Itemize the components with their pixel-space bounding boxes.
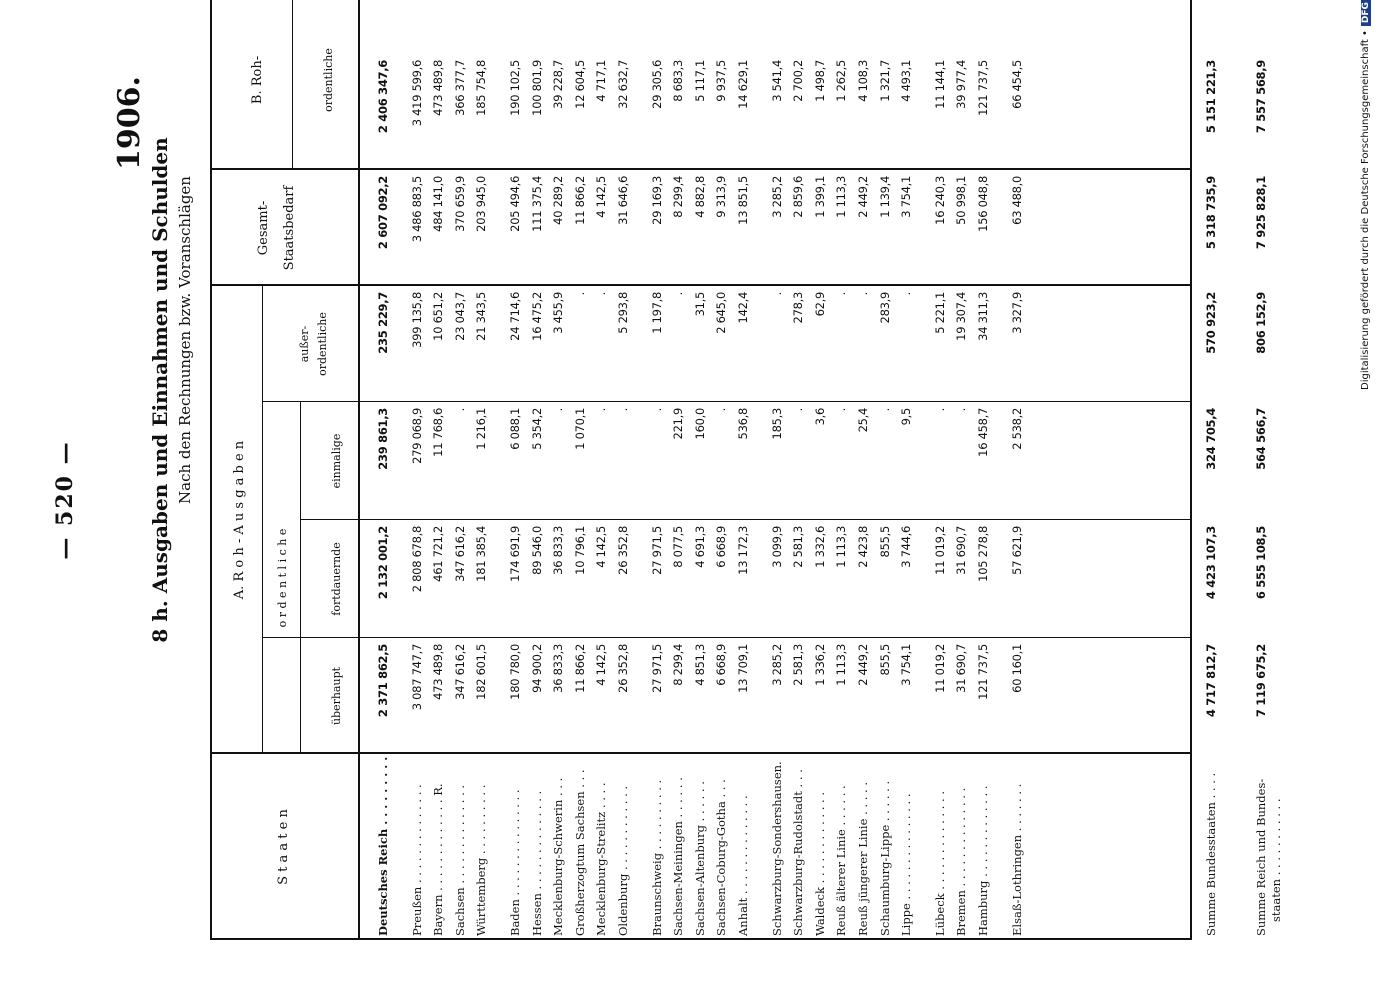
table-cell: 100 801,9 [529, 60, 544, 116]
table-cell: . [551, 408, 566, 412]
page-subtitle: Nach den Rechnungen bzw. Voranschlägen [176, 176, 194, 504]
table-cell: 6 668,9 [714, 644, 729, 686]
table-cell: 16 240,3 [932, 176, 947, 225]
row-label: Reuß jüngerer Linie . . . . . [856, 782, 870, 936]
table-cell: 13 851,5 [736, 176, 750, 225]
row-label: Lübeck . . . . . . . . . . . . . . [932, 791, 947, 936]
table-cell: 57 621,9 [1009, 526, 1024, 575]
row-label: Großherzogtum Sachsen . . . [572, 769, 587, 936]
row-label: Braunschweig . . . . . . . . . . [649, 779, 664, 936]
table-cell: 5 221,1 [932, 292, 947, 334]
table-cell: 4 142,5 [594, 176, 609, 218]
total-label: Summe Reich und Bundes- [1254, 778, 1268, 936]
table-cell: 180 780,0 [508, 644, 522, 700]
table-cell: . [452, 408, 467, 412]
table-cell: 1 336,2 [812, 644, 827, 686]
table-cell: 27 971,5 [649, 644, 664, 693]
table-cell: 3,6 [812, 408, 827, 426]
row-label: Preußen . . . . . . . . . . . . . . [409, 784, 424, 936]
row-label: Hessen . . . . . . . . . . . . . . [529, 790, 544, 936]
table-cell: 27 971,5 [649, 526, 664, 575]
table-cell: . [834, 408, 849, 412]
table-cell: . [791, 408, 806, 412]
table-cell: 36 833,3 [551, 526, 566, 575]
table-cell: 11 866,2 [572, 644, 587, 693]
table-cell: 2 581,3 [791, 644, 806, 686]
table-cell: 26 352,8 [616, 644, 630, 693]
table-cell: 29 169,3 [649, 176, 664, 225]
header-ausserordentliche-2: ordentliche [316, 312, 329, 376]
table-cell: 1 113,3 [834, 176, 849, 218]
table-cell: 63 488,0 [1009, 176, 1024, 225]
table-cell: 94 900,2 [529, 644, 544, 693]
table-cell: 2 607 092,2 [376, 176, 390, 250]
table-cell: . [594, 292, 609, 296]
table-cell: . [834, 292, 849, 296]
page-title: 8 h. Ausgaben und Einnahmen und Schulden [148, 137, 172, 643]
table-cell: 3 486 883,5 [409, 176, 424, 243]
total-cell: 570 923,2 [1204, 292, 1218, 354]
header-gesamt-2: Staatsbedarf [282, 185, 297, 271]
table-cell: 23 043,7 [452, 292, 467, 341]
page-number: — 520 — [52, 440, 78, 560]
table-cell: 4 142,5 [594, 526, 609, 568]
table-bottom-rule [1190, 0, 1192, 940]
table-cell: 536,8 [736, 408, 750, 440]
header-bottom-rule [358, 0, 360, 940]
table-cell: 5 293,8 [616, 292, 630, 334]
table-cell: 4 691,3 [692, 526, 707, 568]
table-cell: 3 754,1 [899, 176, 914, 218]
table-cell: 235 229,7 [376, 292, 390, 354]
table-cell: 3 099,9 [769, 526, 784, 568]
table-cell: 366 377,7 [452, 60, 467, 116]
row-label: Waldeck . . . . . . . . . . . . . [812, 792, 827, 936]
table-cell: 4 108,3 [856, 60, 870, 102]
table-cell: 3 744,6 [899, 526, 914, 568]
table-cell: 60 160,1 [1009, 644, 1024, 693]
table-cell: 10 796,1 [572, 526, 587, 575]
table-cell: 4 851,3 [692, 644, 707, 686]
group-a-rule [262, 286, 263, 754]
table-cell: 190 102,5 [508, 60, 522, 116]
row-label: Deutsches Reich . . . . . . . . . [376, 756, 390, 936]
table-cell: 2 423,8 [856, 526, 870, 568]
row-label: Elsaß-Lothringen . . . . . . . [1009, 783, 1024, 936]
table-cell: 174 691,9 [508, 526, 522, 582]
table-cell: 40 289,2 [551, 176, 566, 225]
table-cell: . [954, 408, 969, 412]
table-cell: 4 142,5 [594, 644, 609, 686]
table-cell: 19 307,4 [954, 292, 969, 341]
table-cell: 3 087 747,7 [409, 644, 424, 711]
table-cell: 347 616,2 [452, 644, 467, 700]
table-cell: 11 144,1 [932, 60, 947, 109]
ordentliche-rule [300, 402, 301, 754]
table-cell: 6 668,9 [714, 526, 729, 568]
table-cell: 185,3 [769, 408, 784, 440]
table-cell: 31 690,7 [954, 644, 969, 693]
header-ausserordentliche-1: außer- [298, 325, 311, 363]
header-fortdauernde: fortdauernde [330, 542, 343, 616]
total-cell: 564 566,7 [1254, 408, 1268, 470]
table-cell: 1 262,5 [834, 60, 849, 102]
table-cell: 1 498,7 [812, 60, 827, 102]
table-cell: 6 088,1 [508, 408, 522, 450]
header-ordentliche-group: o r d e n t l i c h e [276, 528, 289, 628]
row-label: Schwarzburg-Rudolstadt . . . [791, 769, 806, 936]
table-cell: . [671, 292, 686, 296]
total-cell: 7 925 828,1 [1254, 176, 1268, 250]
row-label: Mecklenburg-Strelitz . . . . [594, 782, 609, 936]
table-cell: 2 859,6 [791, 176, 806, 218]
table-cell: 13 172,3 [736, 526, 750, 575]
table-cell: 11 019,2 [932, 644, 947, 693]
total-cell: 7 119 675,2 [1254, 644, 1268, 718]
total-cell: 6 555 108,5 [1254, 526, 1268, 600]
table-cell: 1 399,1 [812, 176, 827, 218]
table-cell: 473 489,8 [431, 644, 446, 700]
table-cell: 205 494,6 [508, 176, 522, 232]
row-label: Oldenburg . . . . . . . . . . . . [616, 785, 630, 936]
total-cell: 4 423 107,3 [1204, 526, 1218, 600]
table-cell: 4 717,1 [594, 60, 609, 102]
table-cell: 89 546,0 [529, 526, 544, 575]
table-cell: 484 141,0 [431, 176, 446, 232]
table-cell: . [856, 292, 870, 296]
table-cell: 2 371 862,5 [376, 644, 390, 718]
table-cell: 16 475,2 [529, 292, 544, 341]
table-cell: 2 132 001,2 [376, 526, 390, 600]
table-cell: 3 754,1 [899, 644, 914, 686]
table-cell: . [616, 408, 630, 412]
table-cell: 461 721,2 [431, 526, 446, 582]
table-cell: 4 493,1 [899, 60, 914, 102]
table-cell: 31 646,6 [616, 176, 630, 225]
table-cell: 1 113,3 [834, 644, 849, 686]
table-cell: 399 135,8 [409, 292, 424, 348]
row-label: Sachsen-Meiningen . . . . . . [671, 777, 686, 936]
table-cell: 36 833,3 [551, 644, 566, 693]
table-cell: 4 882,8 [692, 176, 707, 218]
table-cell: 121 737,5 [976, 644, 990, 700]
table-cell: . [714, 408, 729, 412]
header-group-a: A. R o h - A u s g a b e n [232, 440, 247, 600]
table-cell: 2 538,2 [1009, 408, 1024, 450]
total-cell: 806 152,9 [1254, 292, 1268, 354]
table-cell: 105 278,8 [976, 526, 990, 582]
row-label: Bremen . . . . . . . . . . . . . . [954, 787, 969, 936]
dfg-logo: DFG [1361, 0, 1371, 26]
table-cell: . [899, 292, 914, 296]
table-cell: . [932, 408, 947, 412]
table-cell: 62,9 [812, 292, 827, 317]
table-cell: 9 937,5 [714, 60, 729, 102]
table-cell: 31,5 [692, 292, 707, 317]
table-cell: 160,0 [692, 408, 707, 440]
table-cell: 1 139,4 [877, 176, 892, 218]
table-cell: 26 352,8 [616, 526, 630, 575]
table-cell: 34 311,3 [976, 292, 990, 341]
table-cell: 3 541,4 [769, 60, 784, 102]
column-rule-staaten [210, 938, 1192, 940]
table-cell: 21 343,5 [474, 292, 489, 341]
table-cell: 283,9 [877, 292, 892, 324]
digitization-note [1360, 0, 1371, 390]
table-cell: 32 632,7 [616, 60, 630, 109]
table-cell: 5 354,2 [529, 408, 544, 450]
total-cell: 5 318 735,9 [1204, 176, 1218, 250]
table-cell: 11 019,2 [932, 526, 947, 575]
table-cell: 181 385,4 [474, 526, 489, 582]
total-label-cont: staaten . . . . . . . . . . . [1269, 798, 1283, 922]
table-cell: 203 945,0 [474, 176, 489, 232]
table-cell: 39 228,7 [551, 60, 566, 109]
table-cell: 370 659,9 [452, 176, 467, 232]
table-cell: 2 808 678,8 [409, 526, 424, 593]
header-group-b: B. Roh- [250, 55, 265, 105]
row-label: Sachsen-Coburg-Gotha . . . [714, 779, 729, 936]
row-label: Anhalt . . . . . . . . . . . . . . [736, 795, 750, 936]
page-year: 1906. [112, 76, 147, 170]
header-einmalige: einmalige [330, 433, 343, 489]
table-cell: 8 077,5 [671, 526, 686, 568]
table-cell: 31 690,7 [954, 526, 969, 575]
table-cell: . [594, 408, 609, 412]
table-cell: 2 581,3 [791, 526, 806, 568]
table-cell: 347 616,2 [452, 526, 467, 582]
table-cell: 3 419 599,6 [409, 60, 424, 127]
table-cell: 66 454,5 [1009, 60, 1024, 109]
row-label: Schaumburg-Lippe . . . . . . [877, 780, 892, 936]
table-cell: 2 449,2 [856, 176, 870, 218]
table-cell: 1 197,8 [649, 292, 664, 334]
row-label: Sachsen . . . . . . . . . . . . . . [452, 784, 467, 936]
table-cell: . [572, 292, 587, 296]
table-cell: . [769, 292, 784, 296]
table-cell: 9,5 [899, 408, 914, 426]
header-b-ordentliche: ordentliche [322, 48, 335, 112]
total-cell: 4 717 812,7 [1204, 644, 1218, 718]
row-label: Lippe . . . . . . . . . . . . . . . [899, 793, 914, 936]
table-cell: 16 458,7 [976, 408, 990, 457]
table-cell: 3 285,2 [769, 644, 784, 686]
table-cell: 855,5 [877, 526, 892, 558]
header-gesamt-1: Gesamt- [256, 200, 271, 256]
total-cell: 324 705,4 [1204, 408, 1218, 470]
table-cell: 182 601,5 [474, 644, 489, 700]
total-cell: 7 557 568,9 [1254, 60, 1268, 134]
table-cell: 11 866,2 [572, 176, 587, 225]
table-cell: 156 048,8 [976, 176, 990, 232]
table-cell: 2 406 347,6 [376, 60, 390, 134]
table-cell: 14 629,1 [736, 60, 750, 109]
table-cell: 25,4 [856, 408, 870, 433]
table-cell: 239 861,3 [376, 408, 390, 470]
digitization-note-text: Digitalisierung gefördert durch die Deutsche Forschungsgemeinschaft • [1360, 30, 1371, 390]
table-cell: 2 645,0 [714, 292, 729, 334]
table-cell: 8 299,4 [671, 176, 686, 218]
row-label: Baden . . . . . . . . . . . . . . . [508, 789, 522, 936]
table-top-rule [210, 0, 212, 940]
total-cell: 5 151 221,3 [1204, 60, 1218, 134]
table-cell: 185 754,8 [474, 60, 489, 116]
table-cell: 39 977,4 [954, 60, 969, 109]
row-label: Hamburg . . . . . . . . . . . . . [976, 785, 990, 936]
header-staaten: S t a a t e n [276, 809, 291, 885]
row-label: Württemberg . . . . . . . . . . [474, 784, 489, 936]
total-label: Summe Bundesstaaten . . . . [1204, 772, 1218, 936]
table-cell: 278,3 [791, 292, 806, 324]
table-cell: 5 117,1 [692, 60, 707, 102]
table-cell: 11 768,6 [431, 408, 446, 457]
table-cell: 12 604,5 [572, 60, 587, 109]
table-cell: 8 683,3 [671, 60, 686, 102]
table-cell: 8 299,4 [671, 644, 686, 686]
table-cell: 3 285,2 [769, 176, 784, 218]
table-cell: 3 327,9 [1009, 292, 1024, 334]
row-label: Sachsen-Altenburg . . . . . . [692, 781, 707, 936]
table-cell: 50 998,1 [954, 176, 969, 225]
table-cell: 279 068,9 [409, 408, 424, 464]
group-b-rule [292, 0, 293, 170]
row-label: Reuß älterer Linie . . . . . . [834, 785, 849, 936]
header-ueberhaupt: überhaupt [330, 666, 343, 726]
table-cell: . [649, 408, 664, 412]
table-cell: 111 375,4 [529, 176, 544, 232]
table-cell: 2 449,2 [856, 644, 870, 686]
table-cell: 121 737,5 [976, 60, 990, 116]
table-cell: 855,5 [877, 644, 892, 676]
table-cell: 142,4 [736, 292, 750, 324]
table-cell: 29 305,6 [649, 60, 664, 109]
table-cell: 221,9 [671, 408, 686, 440]
table-cell: 3 455,9 [551, 292, 566, 334]
table-cell: . [877, 408, 892, 412]
table-cell: 1 332,6 [812, 526, 827, 568]
table-cell: 1 070,1 [572, 408, 587, 450]
table-cell: 24 714,6 [508, 292, 522, 341]
table-cell: 1 113,3 [834, 526, 849, 568]
table-cell: 2 700,2 [791, 60, 806, 102]
row-label: Schwarzburg-Sondershausen. [769, 761, 784, 936]
table-cell: 1 216,1 [474, 408, 489, 450]
table-cell: 13 709,1 [736, 644, 750, 693]
table-cell: 473 489,8 [431, 60, 446, 116]
table-cell: 1 321,7 [877, 60, 892, 102]
table-cell: 9 313,9 [714, 176, 729, 218]
table-cell: 10 651,2 [431, 292, 446, 341]
row-label: Bayern . . . . . . . . . . . . . R. [431, 783, 446, 936]
row-label: Mecklenburg-Schwerin . . . [551, 777, 566, 936]
